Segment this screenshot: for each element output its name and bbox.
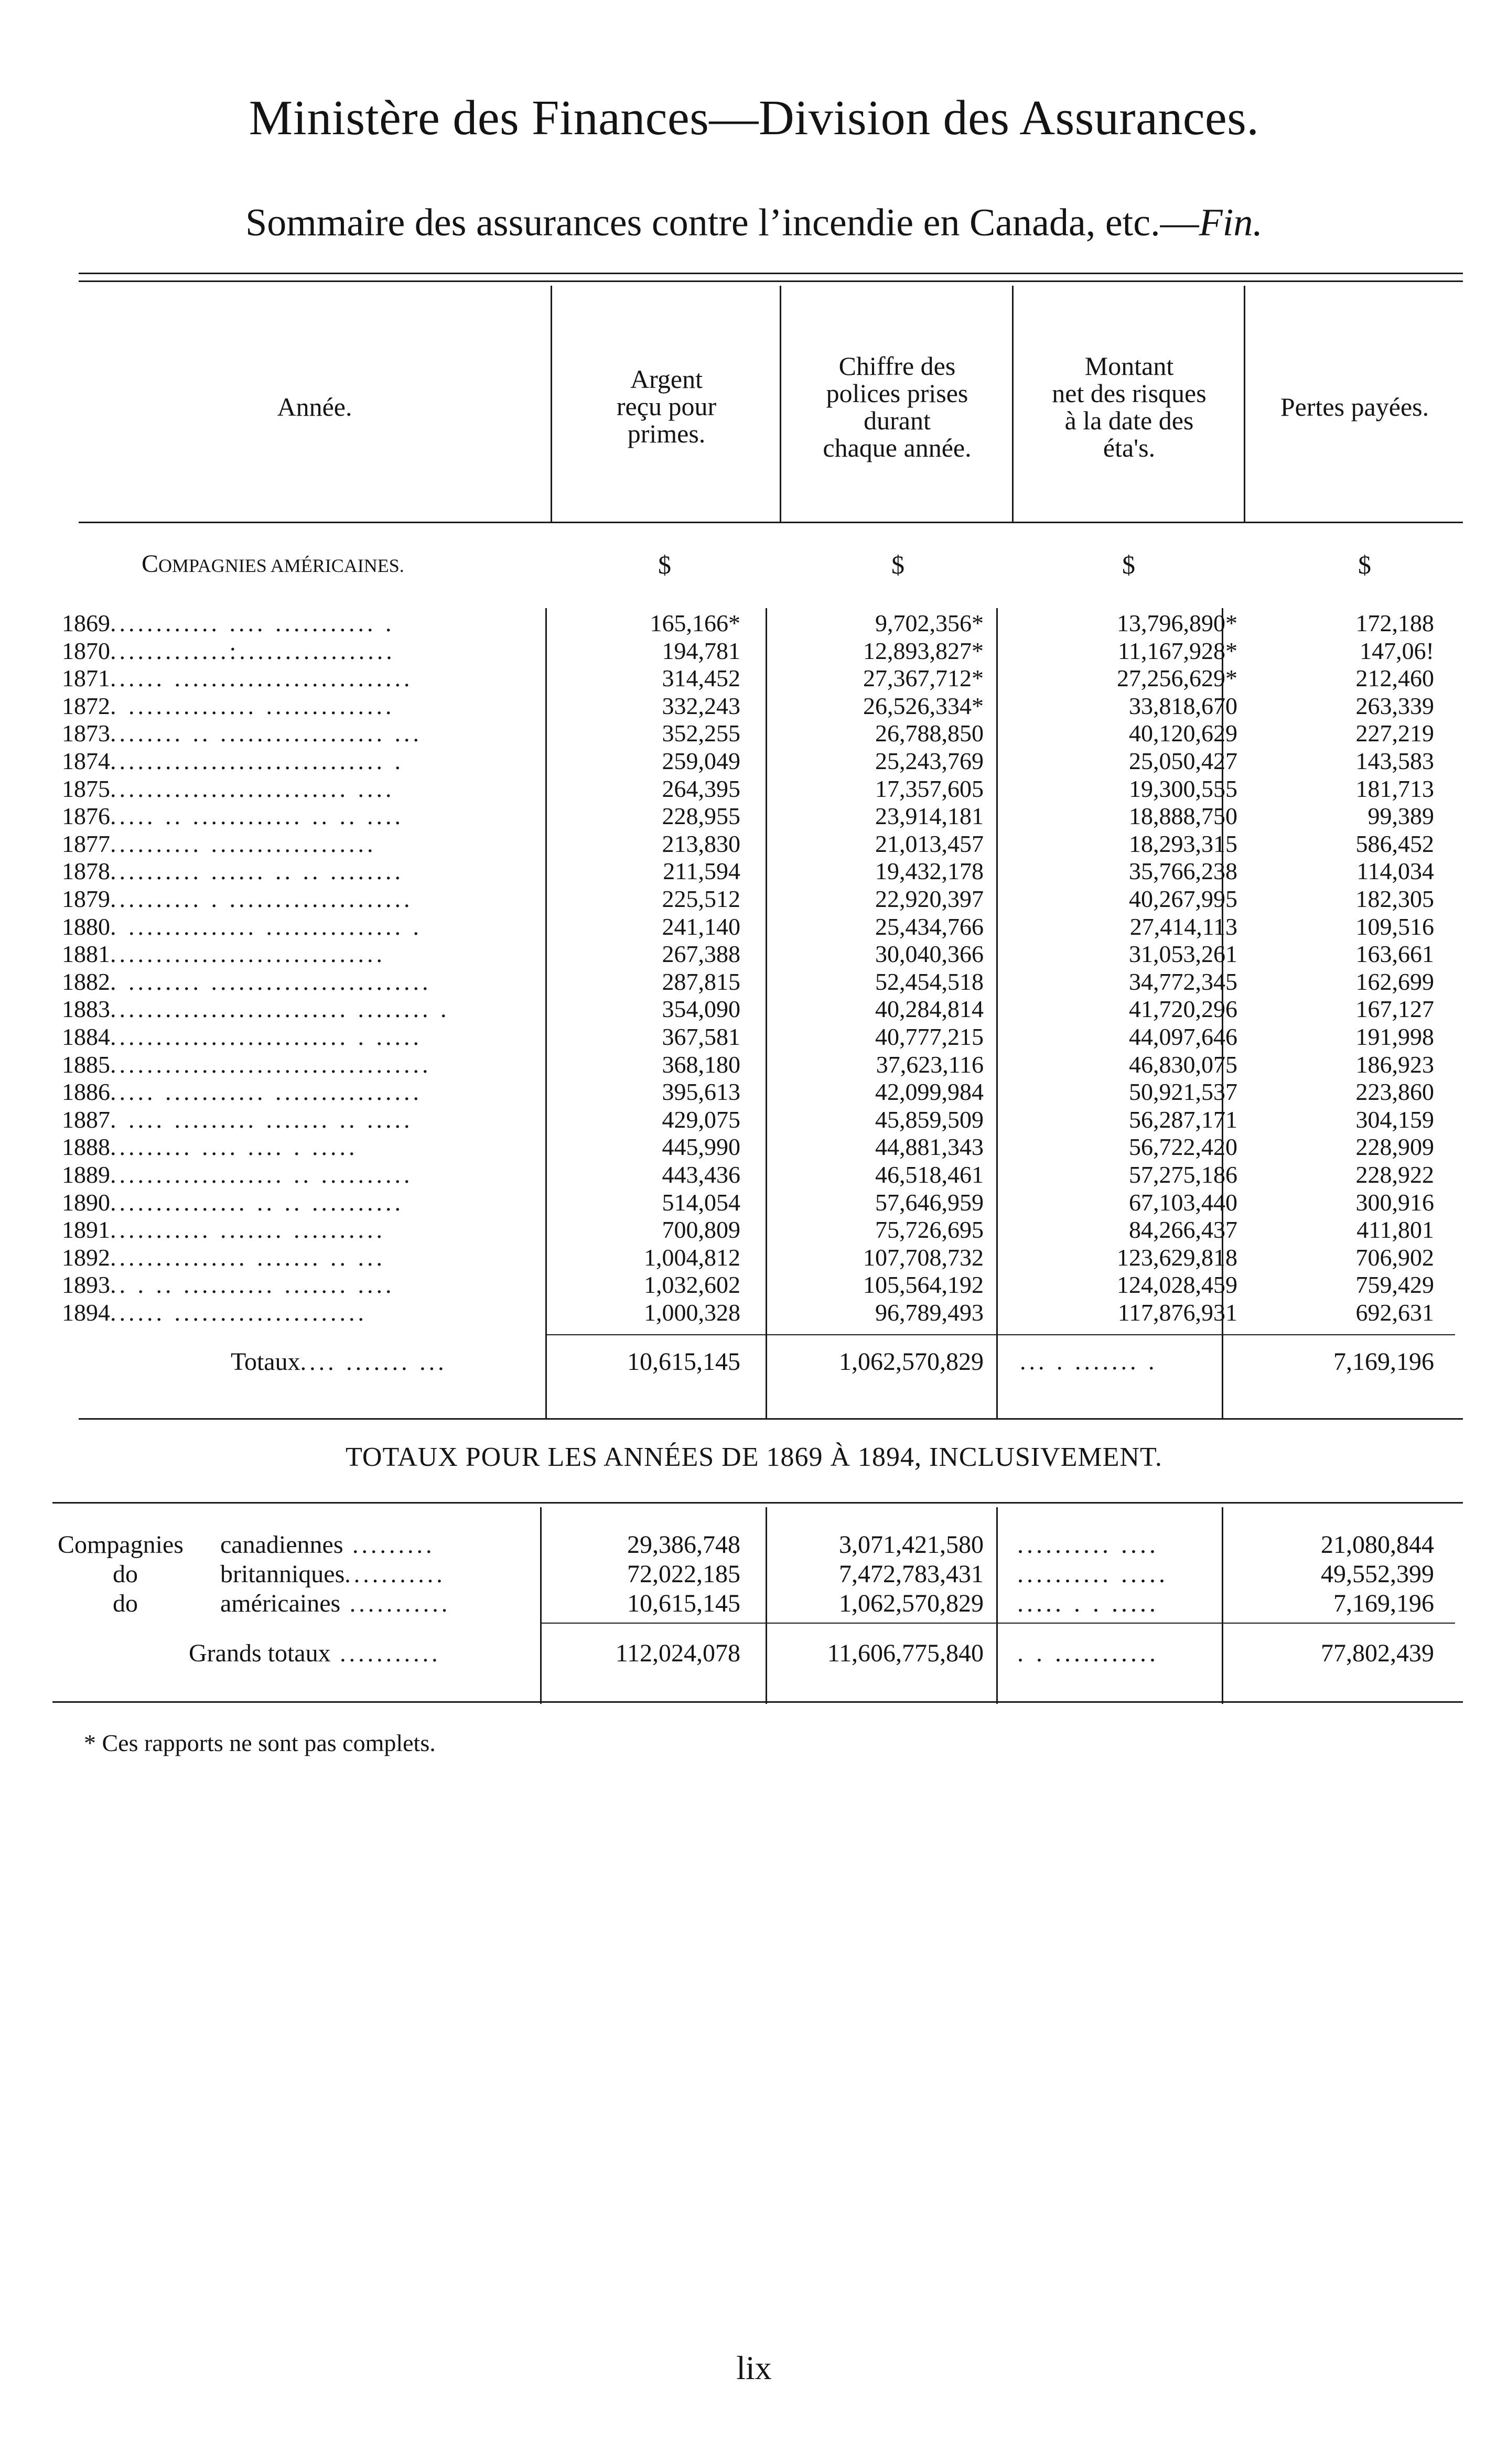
cell-risks: 117,876,931 <box>1117 1299 1237 1326</box>
bottom-rule <box>52 1701 1463 1703</box>
dot-leader: .............................. . <box>110 748 404 774</box>
row-year <box>62 968 544 996</box>
year-value: 1881 <box>62 941 110 968</box>
totals-top-rule <box>545 1334 1455 1335</box>
cell-policies: 57,646,959 <box>875 1188 984 1216</box>
cell-policies: 46,518,461 <box>875 1161 984 1188</box>
dot-leader: .......................... .... <box>110 775 395 802</box>
cell-risks: 27,256,629* <box>1117 665 1237 692</box>
cell-losses: 263,339 <box>1355 692 1434 719</box>
dot-leader: ........... ....... .......... <box>110 1216 385 1244</box>
cell-policies: 19,432,178 <box>875 858 984 885</box>
cell-risks: 40,120,629 <box>1129 720 1237 747</box>
row-year <box>62 665 544 693</box>
summary-policies: 1,062,570,829 <box>839 1590 984 1617</box>
grand-policies: 11,606,775,840 <box>827 1639 984 1667</box>
year-value: 1893 <box>62 1271 110 1299</box>
cell-losses: 143,583 <box>1355 748 1434 774</box>
cell-policies: 30,040,366 <box>875 941 984 968</box>
cell-losses: 99,389 <box>1367 803 1434 830</box>
cell-losses: 109,516 <box>1355 913 1434 940</box>
cell-premiums: 264,395 <box>662 775 740 802</box>
cell-risks: 11,167,928* <box>1117 637 1237 664</box>
dot-leader: ........ .. .................. ... <box>110 720 422 747</box>
row-year <box>62 1051 544 1079</box>
summary-heading-rule <box>52 1502 1463 1504</box>
row-year <box>62 693 544 720</box>
row-year <box>62 913 544 941</box>
cell-premiums: 194,781 <box>662 637 740 664</box>
cell-risks: 44,097,646 <box>1129 1023 1237 1050</box>
cell-losses: 167,127 <box>1355 996 1434 1023</box>
cell-premiums: 514,054 <box>662 1188 740 1216</box>
row-year <box>62 1216 544 1244</box>
year-value: 1874 <box>62 748 110 774</box>
cell-policies: 27,367,712* <box>863 665 984 692</box>
dot-leader: ...... .......................... <box>110 665 413 692</box>
cell-risks: 41,720,296 <box>1129 996 1237 1023</box>
cell-policies: 42,099,984 <box>875 1078 984 1106</box>
cell-premiums: 354,090 <box>662 996 740 1023</box>
subtitle-rest: des assurances contre l’incendie en Canada, etc.— <box>405 201 1199 244</box>
dot-leader: . .... ......... ....... .. ..... <box>110 1106 413 1133</box>
cell-policies: 96,789,493 <box>875 1299 984 1326</box>
cell-risks: 40,267,995 <box>1129 885 1237 912</box>
summary-label-a: do <box>113 1560 138 1588</box>
dot-leader: .............................. <box>110 941 385 968</box>
summary-premiums: 29,386,748 <box>627 1531 740 1559</box>
cell-premiums: 368,180 <box>662 1051 740 1078</box>
cell-risks: 18,293,315 <box>1129 830 1237 857</box>
cell-losses: 163,661 <box>1355 941 1434 968</box>
cell-losses: 182,305 <box>1355 885 1434 912</box>
cell-losses: 162,699 <box>1355 968 1434 995</box>
year-value: 1885 <box>62 1051 110 1078</box>
body-divider-2 <box>766 608 767 1418</box>
cell-risks: 56,287,171 <box>1129 1106 1237 1133</box>
summary-premiums: 72,022,185 <box>627 1560 740 1588</box>
cell-losses: 186,923 <box>1355 1051 1434 1078</box>
cell-premiums: 213,830 <box>662 830 740 857</box>
summary-policies: 7,472,783,431 <box>839 1560 984 1588</box>
dot-leader: ................... .. .......... <box>110 1161 413 1188</box>
cell-losses: 706,902 <box>1355 1244 1434 1271</box>
currency-losses: $ <box>1358 550 1371 579</box>
row-year <box>62 885 544 913</box>
cell-policies: 25,243,769 <box>875 748 984 774</box>
row-year <box>62 996 544 1023</box>
year-value: 1870 <box>62 637 110 664</box>
summary-risks-dots: ..... . . ..... <box>1017 1590 1159 1617</box>
footnote: * Ces rapports ne sont pas complets. <box>84 1730 436 1756</box>
cell-policies: 105,564,192 <box>863 1271 984 1299</box>
row-year <box>62 941 544 968</box>
dot-leader: ..... .. ............ .. .. .... <box>110 803 404 830</box>
totals-risks-dots: ... . ....... . <box>1020 1348 1158 1375</box>
year-value: 1875 <box>62 775 110 802</box>
cell-premiums: 241,140 <box>662 913 740 940</box>
cell-premiums: 352,255 <box>662 720 740 747</box>
cell-policies: 23,914,181 <box>875 803 984 830</box>
header-divider-4 <box>1244 286 1245 522</box>
summary-label-a: Compagnies <box>58 1531 184 1559</box>
page-number: lix <box>736 2349 772 2386</box>
summary-policies: 3,071,421,580 <box>839 1531 984 1559</box>
year-value: 1877 <box>62 830 110 857</box>
cell-risks: 57,275,186 <box>1129 1161 1237 1188</box>
dot-leader: .. . .. .......... ....... .... <box>110 1271 395 1299</box>
cell-policies: 12,893,827* <box>863 637 984 664</box>
currency-risks: $ <box>1122 550 1135 579</box>
cell-risks: 31,053,261 <box>1129 941 1237 968</box>
year-value: 1876 <box>62 803 110 830</box>
summary-losses: 7,169,196 <box>1333 1590 1434 1617</box>
cell-premiums: 165,166* <box>650 610 740 636</box>
header-bottom-rule <box>79 522 1463 523</box>
grand-top-rule <box>540 1623 1455 1624</box>
dot-leader: ............... .. .. .......... <box>110 1188 404 1216</box>
row-year <box>62 720 544 748</box>
dot-leader: ...... ..................... <box>110 1299 367 1326</box>
cell-policies: 17,357,605 <box>875 775 984 802</box>
year-value: 1880 <box>62 913 110 940</box>
cell-premiums: 1,004,812 <box>644 1244 740 1271</box>
dot-leader: ..... ........... ................ <box>110 1078 422 1106</box>
page-title: Ministère des Finances—Division des Assurances. <box>249 91 1259 145</box>
col-header-policies: Chiffre des polices prises durant chaque année. <box>823 351 972 462</box>
cell-premiums: 700,809 <box>662 1216 740 1244</box>
header-divider-3 <box>1012 286 1014 522</box>
cell-policies: 45,859,509 <box>875 1106 984 1133</box>
cell-premiums: 314,452 <box>662 665 740 692</box>
top-rule-1 <box>79 273 1463 274</box>
row-year <box>62 610 544 637</box>
summary-label-b: britanniques........... <box>220 1560 446 1588</box>
cell-risks: 50,921,537 <box>1129 1078 1237 1106</box>
cell-premiums: 225,512 <box>662 885 740 912</box>
cell-losses: 300,916 <box>1355 1188 1434 1216</box>
summary-divider-2 <box>766 1507 767 1704</box>
summary-losses: 21,080,844 <box>1321 1531 1434 1559</box>
row-year <box>62 1023 544 1051</box>
dot-leader: .......................... . ..... <box>110 1023 422 1050</box>
year-value: 1879 <box>62 885 110 912</box>
grand-totals-label: Grands totaux ........... <box>189 1639 441 1667</box>
cell-premiums: 332,243 <box>662 692 740 719</box>
cell-risks: 84,266,437 <box>1129 1216 1237 1244</box>
cell-losses: 692,631 <box>1355 1299 1434 1326</box>
cell-premiums: 443,436 <box>662 1161 740 1188</box>
summary-top-rule <box>79 1418 1463 1420</box>
cell-losses: 304,159 <box>1355 1106 1434 1133</box>
row-year <box>62 1133 544 1161</box>
cell-policies: 40,777,215 <box>875 1023 984 1050</box>
dot-leader: ............... ....... .. ... <box>110 1244 385 1271</box>
dot-leader: . .............. ............... . <box>110 913 422 940</box>
summary-label-b: américaines ........... <box>220 1590 451 1617</box>
dot-leader: ......... .... .... . ..... <box>110 1133 358 1161</box>
currency-premiums: $ <box>658 550 671 579</box>
cell-premiums: 211,594 <box>663 858 740 885</box>
grand-losses: 77,802,439 <box>1321 1639 1434 1667</box>
cell-policies: 9,702,356* <box>875 610 984 636</box>
year-value: 1869 <box>62 610 110 636</box>
cell-losses: 586,452 <box>1355 830 1434 857</box>
cell-losses: 212,460 <box>1355 665 1434 692</box>
year-value: 1883 <box>62 996 110 1023</box>
cell-losses: 172,188 <box>1355 610 1434 636</box>
currency-policies: $ <box>891 550 904 579</box>
dot-leader: .............:................. <box>110 637 395 664</box>
cell-risks: 13,796,890* <box>1117 610 1237 636</box>
cell-risks: 46,830,075 <box>1129 1051 1237 1078</box>
row-year <box>62 803 544 830</box>
page-subtitle <box>0 199 1508 246</box>
subtitle-lead: Sommaire <box>245 201 405 244</box>
cell-premiums: 367,581 <box>662 1023 740 1050</box>
summary-losses: 49,552,399 <box>1321 1560 1434 1588</box>
row-year <box>62 637 544 665</box>
summary-label-b: canadiennes ......... <box>220 1531 435 1559</box>
totals-losses: 7,169,196 <box>1333 1348 1434 1376</box>
cell-losses: 181,713 <box>1355 775 1434 802</box>
cell-policies: 75,726,695 <box>875 1216 984 1244</box>
summary-premiums: 10,615,145 <box>627 1590 740 1617</box>
cell-premiums: 267,388 <box>662 941 740 968</box>
dot-leader: .......................... ........ . <box>110 996 450 1023</box>
cell-risks: 56,722,420 <box>1129 1133 1237 1161</box>
cell-risks: 18,888,750 <box>1129 803 1237 830</box>
row-year <box>62 1244 544 1272</box>
summary-risks-dots: .......... .... <box>1017 1531 1159 1559</box>
year-value: 1894 <box>62 1299 110 1326</box>
dot-leader: . ........ ........................ <box>110 968 432 995</box>
cell-premiums: 1,032,602 <box>644 1271 740 1299</box>
col-header-losses: Pertes payées. <box>1280 392 1429 422</box>
summary-divider-3 <box>996 1507 998 1704</box>
year-value: 1873 <box>62 720 110 747</box>
cell-losses: 191,998 <box>1355 1023 1434 1050</box>
row-year <box>62 1106 544 1134</box>
cell-policies: 25,434,766 <box>875 913 984 940</box>
cell-premiums: 1,000,328 <box>644 1299 740 1326</box>
year-value: 1890 <box>62 1188 110 1216</box>
cell-losses: 223,860 <box>1355 1078 1434 1106</box>
cell-risks: 123,629,818 <box>1117 1244 1237 1271</box>
cell-losses: 114,034 <box>1356 858 1434 885</box>
header-divider-2 <box>780 286 781 522</box>
year-value: 1889 <box>62 1161 110 1188</box>
year-value: 1882 <box>62 968 110 995</box>
year-value: 1891 <box>62 1216 110 1244</box>
grand-premiums: 112,024,078 <box>615 1639 740 1667</box>
cell-risks: 124,028,459 <box>1117 1271 1237 1299</box>
cell-losses: 759,429 <box>1355 1271 1434 1299</box>
cell-policies: 37,623,116 <box>876 1051 984 1078</box>
cell-premiums: 429,075 <box>662 1106 740 1133</box>
year-value: 1884 <box>62 1023 110 1050</box>
cell-risks: 27,414,113 <box>1129 913 1237 940</box>
cell-policies: 52,454,518 <box>875 968 984 995</box>
cell-policies: 40,284,814 <box>875 996 984 1023</box>
totals-label: Totaux.... ....... ... <box>231 1348 447 1376</box>
row-year <box>62 858 544 885</box>
summary-divider-4 <box>1222 1507 1223 1704</box>
totals-premiums: 10,615,145 <box>627 1348 740 1376</box>
subtitle-fin: Fin. <box>1199 201 1263 244</box>
row-year <box>62 1299 544 1327</box>
row-year <box>62 775 544 803</box>
cell-losses: 227,219 <box>1355 720 1434 747</box>
dot-leader: .......... .................. <box>110 830 376 857</box>
cell-premiums: 445,990 <box>662 1133 740 1161</box>
year-value: 1878 <box>62 858 110 885</box>
year-value: 1887 <box>62 1106 110 1133</box>
cell-risks: 67,103,440 <box>1129 1188 1237 1216</box>
row-year <box>62 830 544 858</box>
cell-risks: 34,772,345 <box>1129 968 1237 995</box>
row-year <box>62 1189 544 1217</box>
grand-risks-dots: . . ........... <box>1017 1639 1159 1667</box>
cell-premiums: 395,613 <box>662 1078 740 1106</box>
dot-leader: ............ .... ........... . <box>110 610 395 636</box>
section-label: COMPAGNIES AMÉRICAINES. <box>142 550 404 578</box>
row-year <box>62 748 544 775</box>
cell-risks: 35,766,238 <box>1129 858 1237 885</box>
dot-leader: .......... ...... .. .. ........ <box>110 858 404 885</box>
cell-policies: 21,013,457 <box>875 830 984 857</box>
cell-risks: 25,050,427 <box>1129 748 1237 774</box>
cell-losses: 411,801 <box>1356 1216 1434 1244</box>
year-value: 1871 <box>62 665 110 692</box>
summary-risks-dots: .......... ..... <box>1017 1560 1168 1588</box>
row-year <box>62 1078 544 1106</box>
cell-premiums: 228,955 <box>662 803 740 830</box>
cell-losses: 228,922 <box>1355 1161 1434 1188</box>
year-value: 1888 <box>62 1133 110 1161</box>
year-value: 1872 <box>62 692 110 719</box>
summary-label-a: do <box>113 1590 138 1617</box>
cell-policies: 22,920,397 <box>875 885 984 912</box>
body-divider-3 <box>996 608 998 1418</box>
summary-heading: TOTAUX POUR LES ANNÉES DE 1869 À 1894, INCLUSIVEMENT. <box>346 1442 1162 1472</box>
dot-leader: .......... . .................... <box>110 885 413 912</box>
dot-leader: . .............. .............. <box>110 692 395 719</box>
cell-premiums: 287,815 <box>662 968 740 995</box>
row-year <box>62 1161 544 1189</box>
top-rule-2 <box>79 280 1463 282</box>
cell-policies: 107,708,732 <box>863 1244 984 1271</box>
row-year <box>62 1271 544 1299</box>
cell-losses: 228,909 <box>1355 1133 1434 1161</box>
totals-policies: 1,062,570,829 <box>839 1348 984 1376</box>
col-header-risks: Montant net des risques à la date des éta's. <box>1052 351 1207 462</box>
dot-leader: ................................... <box>110 1051 432 1078</box>
cell-risks: 33,818,670 <box>1129 692 1237 719</box>
cell-losses: 147,06! <box>1360 637 1434 664</box>
cell-policies: 26,788,850 <box>875 720 984 747</box>
cell-premiums: 259,049 <box>662 748 740 774</box>
year-value: 1886 <box>62 1078 110 1106</box>
cell-policies: 26,526,334* <box>863 692 984 719</box>
year-value: 1892 <box>62 1244 110 1271</box>
col-header-premiums: Argent reçu pour primes. <box>616 364 717 448</box>
cell-policies: 44,881,343 <box>875 1133 984 1161</box>
header-divider-1 <box>551 286 552 522</box>
cell-risks: 19,300,555 <box>1129 775 1237 802</box>
summary-divider-1 <box>540 1507 542 1704</box>
col-header-year: Année. <box>277 392 352 422</box>
